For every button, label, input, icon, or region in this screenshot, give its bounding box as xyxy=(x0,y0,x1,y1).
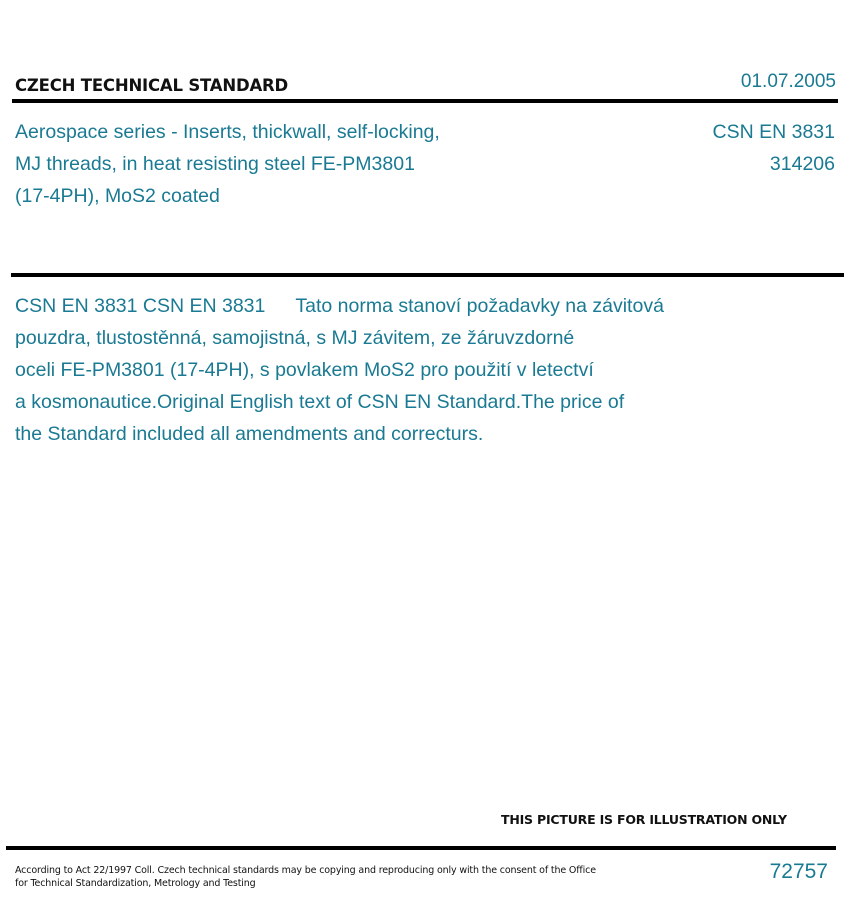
description-line: a kosmonautice.Original English text of CSN EN Standard.The price of xyxy=(15,391,625,413)
description-line: Tato norma stanoví požadavky na závitová xyxy=(295,295,664,317)
standard-number: CSN EN 3831 xyxy=(712,121,835,143)
title-line: MJ threads, in heat resisting steel FE-PM3801 xyxy=(15,153,415,175)
description-line: the Standard included all amendments and correcturs. xyxy=(15,423,484,445)
standard-description xyxy=(15,290,664,450)
class-number: 314206 xyxy=(769,153,835,175)
standard-codes xyxy=(713,116,835,180)
bottom-divider xyxy=(6,846,836,850)
legal-line: for Technical Standardization, Metrology and Testing xyxy=(15,878,256,889)
description-line: oceli FE-PM3801 (17-4PH), s povlakem MoS2 pro použití v letectví xyxy=(15,359,594,381)
header-label: CZECH TECHNICAL STANDARD xyxy=(15,76,289,95)
legal-notice xyxy=(15,864,596,890)
description-line: pouzdra, tlustostěnná, samojistná, s MJ závitem, ze žáruvzdorné xyxy=(15,327,575,349)
standard-title xyxy=(15,116,440,212)
legal-line: According to Act 22/1997 Coll. Czech technical standards may be copying and reproducing only with the consent of the Office xyxy=(15,865,596,876)
description-first-line xyxy=(15,290,664,322)
middle-divider xyxy=(11,273,844,277)
title-line: (17-4PH), MoS2 coated xyxy=(15,185,220,207)
document-id: 72757 xyxy=(769,860,828,883)
description-lead: CSN EN 3831 CSN EN 3831 xyxy=(15,295,266,317)
publication-date: 01.07.2005 xyxy=(740,71,836,92)
top-divider xyxy=(12,99,838,103)
illustration-note: THIS PICTURE IS FOR ILLUSTRATION ONLY xyxy=(501,812,787,827)
title-line: Aerospace series - Inserts, thickwall, self-locking, xyxy=(15,121,440,143)
